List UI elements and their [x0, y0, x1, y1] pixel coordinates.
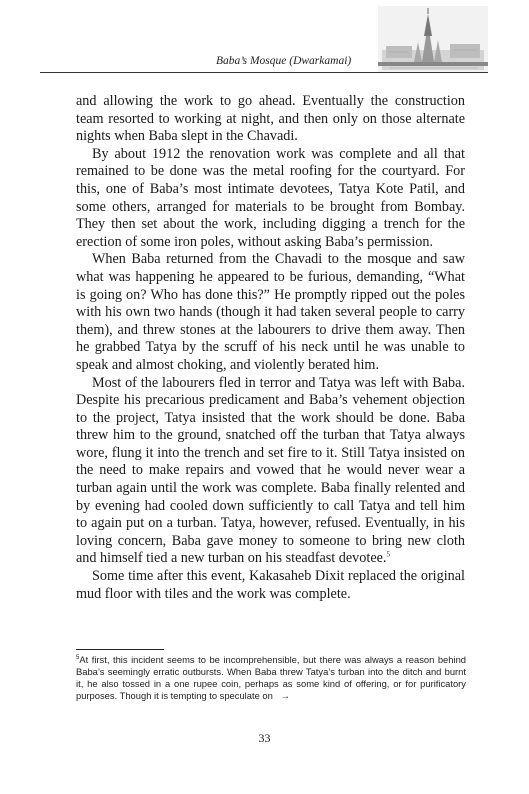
- running-header-title: Baba’s Mosque (Dwarkamai): [216, 55, 352, 67]
- paragraph-4-text: Most of the labourers fled in terror and Tatya was left with Baba. Despite his precarious predicament and Baba’s vehement objection to the project, Tatya insisted that the work should be done. Baba threw him to the ground, snatched off the turban that Tatya always wore, flung it into the trench and set fire to it. Still Tatya insisted on the need to make repairs and vowed that he would never wear a turban again until the work was complete. Baba finally relented and by evening had cooled down sufficiently to call Tatya and tell him to again put on a turban. Tatya, however, refused. Eventually, in his loving concern, Baba gave money to someone to bring new cloth and himself tied a new turban on his steadfast devotee.: [76, 374, 465, 567]
- footnote-text: At first, this incident seems to be incomprehensible, but there was always a reason behind Baba’s seemingly erratic outbursts. When Baba threw Tatya’s turban into the ditch and burnt it, he also tossed in a one rupee coin, perhaps as some kind of offering, or for purificatory purposes. Though it is tempting to speculate on: [76, 654, 466, 701]
- body-text: [76, 93, 465, 603]
- paragraph-1: and allowing the work to go ahead. Eventually the construction team resorted to working at night, and then only on those alternate nights when Baba slept in the Chavadi.: [76, 93, 465, 145]
- footnote-divider: [76, 649, 164, 650]
- footnote-marker: 5: [76, 654, 80, 661]
- paragraph-3: When Baba returned from the Chavadi to the mosque and saw what was happening he appeared to be furious, demanding, “What is going on? Who has done this?” He promptly ripped out the poles with his own two hands (though it had taken several people to carry them), and threw stones at the labourers to drive them away. Then he grabbed Tatya by the scruff of his neck until he was unable to speak and almost choking, and violently berated him.: [76, 251, 465, 373]
- mosque-illustration: [378, 6, 488, 73]
- paragraph-2: By about 1912 the renovation work was complete and all that remained to be done was the metal roofing for the courtyard. For this, one of Baba’s most intimate devotees, Tatya Kote Patil, and some others, arranged for materials to be brought from Bombay. They then set about the work, including digging a trench for the erection of some iron poles, without asking Baba’s permission.: [76, 145, 465, 250]
- header-divider: [40, 72, 488, 73]
- continue-arrow-icon: →: [280, 690, 291, 701]
- footnote-reference[interactable]: 5: [386, 550, 390, 559]
- footnote: [76, 654, 466, 702]
- page-number: 33: [258, 731, 271, 745]
- paragraph-4: [76, 375, 465, 569]
- paragraph-5: Some time after this event, Kakasaheb Dixit replaced the original mud floor with tiles and the work was complete.: [76, 568, 465, 602]
